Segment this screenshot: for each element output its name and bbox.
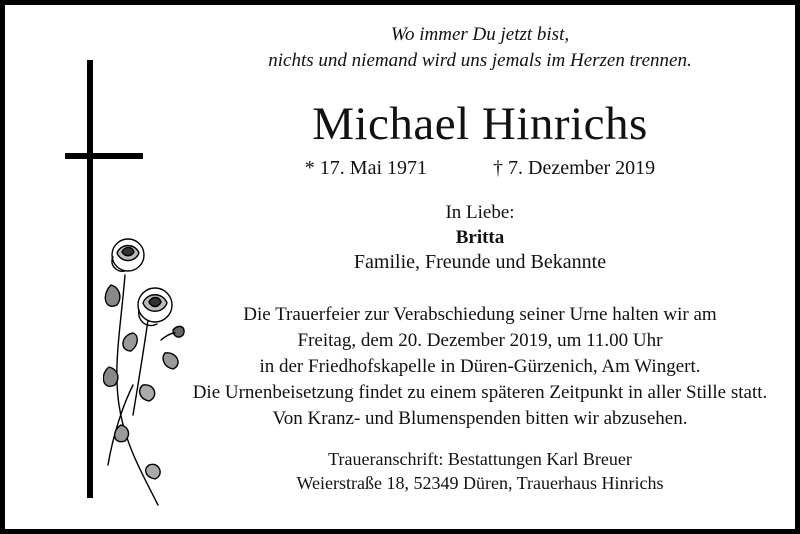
service-info — [170, 302, 790, 432]
service-line: Von Kranz- und Blumenspenden bitten wir abzusehen. — [272, 408, 688, 429]
service-line: Die Urnenbeisetzung findet zu einem späteren Zeitpunkt in aller Stille statt. — [192, 382, 768, 403]
service-line: Freitag, dem 20. Dezember 2019, um 11.00 Uhr — [297, 330, 663, 351]
mourners-block — [170, 200, 790, 275]
address-line: Weierstraße 18, 52349 Düren, Trauerhaus Hinrichs — [296, 473, 664, 493]
motto-line: Wo immer Du jetzt bist, — [390, 24, 570, 45]
mourner-partner: Britta — [455, 227, 505, 248]
motto-line: nichts und niemand wird uns jemals im Herzen trennen. — [268, 50, 692, 71]
service-line: Die Trauerfeier zur Verabschiedung seiner Urne halten wir am — [243, 304, 717, 325]
motto — [170, 22, 790, 74]
cross-vertical-beam — [87, 60, 93, 498]
cross-horizontal-beam — [65, 153, 143, 159]
birth-date: * 17. Mai 1971 — [304, 157, 428, 179]
mourners-intro: In Liebe: — [445, 202, 515, 223]
service-line: in der Friedhofskapelle in Düren-Gürzenich, Am Wingert. — [259, 356, 701, 377]
mourning-address — [170, 447, 790, 495]
life-dates — [170, 154, 790, 182]
notice-text — [170, 5, 790, 495]
address-line: Traueranschrift: Bestattungen Karl Breuer — [328, 449, 632, 469]
mourners-others: Familie, Freunde und Bekannte — [353, 251, 607, 273]
deceased-name: Michael Hinrichs — [312, 98, 648, 150]
death-date: † 7. Dezember 2019 — [493, 157, 656, 179]
cross-with-roses — [65, 60, 155, 500]
